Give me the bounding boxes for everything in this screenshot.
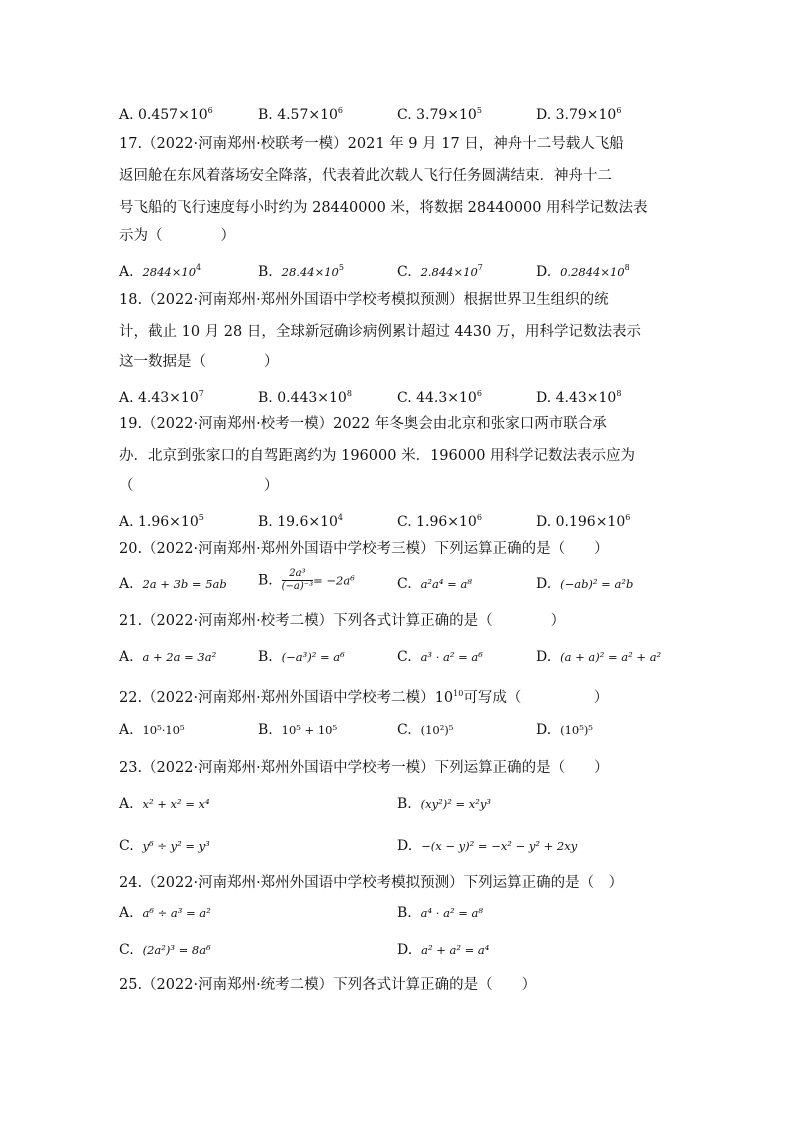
q21-stem-line-1: 21.（2022·河南郑州·校考二模）下列各式计算正确的是（ ） xyxy=(119,613,566,629)
q24-option-b: B. a⁴ · a² = a⁸ xyxy=(397,905,483,921)
q24-option-c: C. (2a²)³ = 8a⁶ xyxy=(119,942,211,958)
q21-option-b: B. (−a³)² = a⁶ xyxy=(258,649,345,665)
q19-stem-line-2: 办．北京到张家口的自驾距离约为 196000 米．196000 用科学记数法表示应为 xyxy=(119,448,636,464)
q23-option-a: A. x² + x² = x⁴ xyxy=(119,796,210,812)
q17-option-c: C. $2.844\times 10^7$ xyxy=(397,263,483,280)
q20-option-d: D. (−ab)² = a²b xyxy=(536,576,634,592)
q17-option-b: B. $28.44\times 10^5$ xyxy=(258,263,344,280)
q18-option-b: B. $0.443\times 10^8$ xyxy=(258,389,352,406)
q25-stem-line-1: 25.（2022·河南郑州·统考二模）下列各式计算正确的是（ ） xyxy=(119,977,537,993)
q20-stem-line-1: 20.（2022·河南郑州·郑州外国语中学校考三模）下列运算正确的是（ ） xyxy=(119,541,609,557)
q23-stem-line-1: 23.（2022·河南郑州·郑州外国语中学校考一模）下列运算正确的是（ ） xyxy=(119,760,609,776)
q21-option-c: C. a³ · a² = a⁶ xyxy=(397,649,483,665)
q19-option-c: C. $1.96\times 10^6$ xyxy=(397,513,482,530)
q18-stem-line-2: 计，截止 10 月 28 日，全球新冠确诊病例累计超过 4430 万，用科学记数法表示 xyxy=(119,324,641,340)
q19-stem-line-3: （ ） xyxy=(119,478,279,494)
q24-option-a: A. a⁶ ÷ a³ = a² xyxy=(119,905,211,921)
q20-option-c: C. a²a⁴ = a⁸ xyxy=(397,576,472,592)
q19-option-a: A. $1.96\times 10^5$ xyxy=(119,513,204,530)
q22-option-d: D. (10⁵)⁵ xyxy=(536,722,593,738)
q17-stem-line-1: 17.（2022·河南郑州·校联考一模）2021 年 9 月 17 日，神舟十二号载人飞船 xyxy=(119,136,624,152)
q21-option-a: A. a + 2a = 3a² xyxy=(119,649,217,665)
q20-option-a: A. 2a + 3b = 5ab xyxy=(119,576,227,592)
q16-option-b: B. $4.57\times 10^6$ xyxy=(258,106,343,123)
q19-option-b: B. $19.6\times 10^4$ xyxy=(258,513,343,530)
q17-stem-line-4: 示为（ ） xyxy=(119,228,235,244)
q22-option-b: B. 10⁵ + 10⁵ xyxy=(258,722,338,738)
q18-option-d: D. $4.43\times 10^8$ xyxy=(536,389,622,406)
q16-option-c: C. $3.79\times 10^5$ xyxy=(397,106,482,123)
q24-option-d: D. a² + a² = a⁴ xyxy=(397,942,490,958)
q21-option-d: D. (a + a)² = a² + a² xyxy=(536,649,662,665)
q17-option-d: D. $0.2844\times 10^8$ xyxy=(536,263,630,280)
q18-stem-line-3: 这一数据是（ ） xyxy=(119,354,279,370)
q19-stem-line-1: 19.（2022·河南郑州·校考一模）2022 年冬奥会由北京和张家口两市联合承 xyxy=(119,416,607,432)
q20-b-numerator: 2a³ xyxy=(282,568,313,581)
q19-option-d: D. $0.196\times 10^6$ xyxy=(536,513,631,530)
q24-stem-line-1: 24.（2022·河南郑州·郑州外国语中学校考模拟预测）下列运算正确的是（ ） xyxy=(119,875,624,891)
q16-option-d: D. $3.79\times 10^6$ xyxy=(536,106,622,123)
q17-stem-line-2: 返回舱在东风着落场安全降落，代表着此次载人飞行任务圆满结束．神舟十二 xyxy=(119,168,612,184)
q18-stem-line-1: 18.（2022·河南郑州·郑州外国语中学校考模拟预测）根据世界卫生组织的统 xyxy=(119,292,609,308)
q17-option-a: A. $2844\times 10^4$ xyxy=(119,263,202,280)
q23-option-b: B. (xy²)² = x²y³ xyxy=(397,796,491,812)
q23-option-c: C. y⁶ ÷ y² = y³ xyxy=(119,838,210,854)
q18-option-c: C. $44.3\times 10^6$ xyxy=(397,389,482,406)
q22-option-a: A. 10⁵·10⁵ xyxy=(119,722,185,738)
q22-option-c: C. (10²)⁵ xyxy=(397,722,454,738)
q20-b-denominator: (−a)⁻³ xyxy=(281,581,314,592)
q17-stem-line-3: 号飞船的飞行速度每小时约为 28440000 米，将数据 28440000 用科学记数法表 xyxy=(119,200,648,216)
q20-option-b: B. $\frac{\text{2a³}}{\text{(−a)⁻³}}$ = −2a⁶ xyxy=(258,568,355,592)
q16-option-a: A. $0.457\times 10^6$ xyxy=(119,106,213,123)
q18-option-a: A. $4.43\times 10^7$ xyxy=(119,389,204,406)
q23-option-d: D. −(x − y)² = −x² − y² + 2xy xyxy=(397,838,578,854)
q22-stem-line-1: 22.（2022·河南郑州·郑州外国语中学校考二模）$10^{10}$可写成（ ） xyxy=(119,689,609,706)
